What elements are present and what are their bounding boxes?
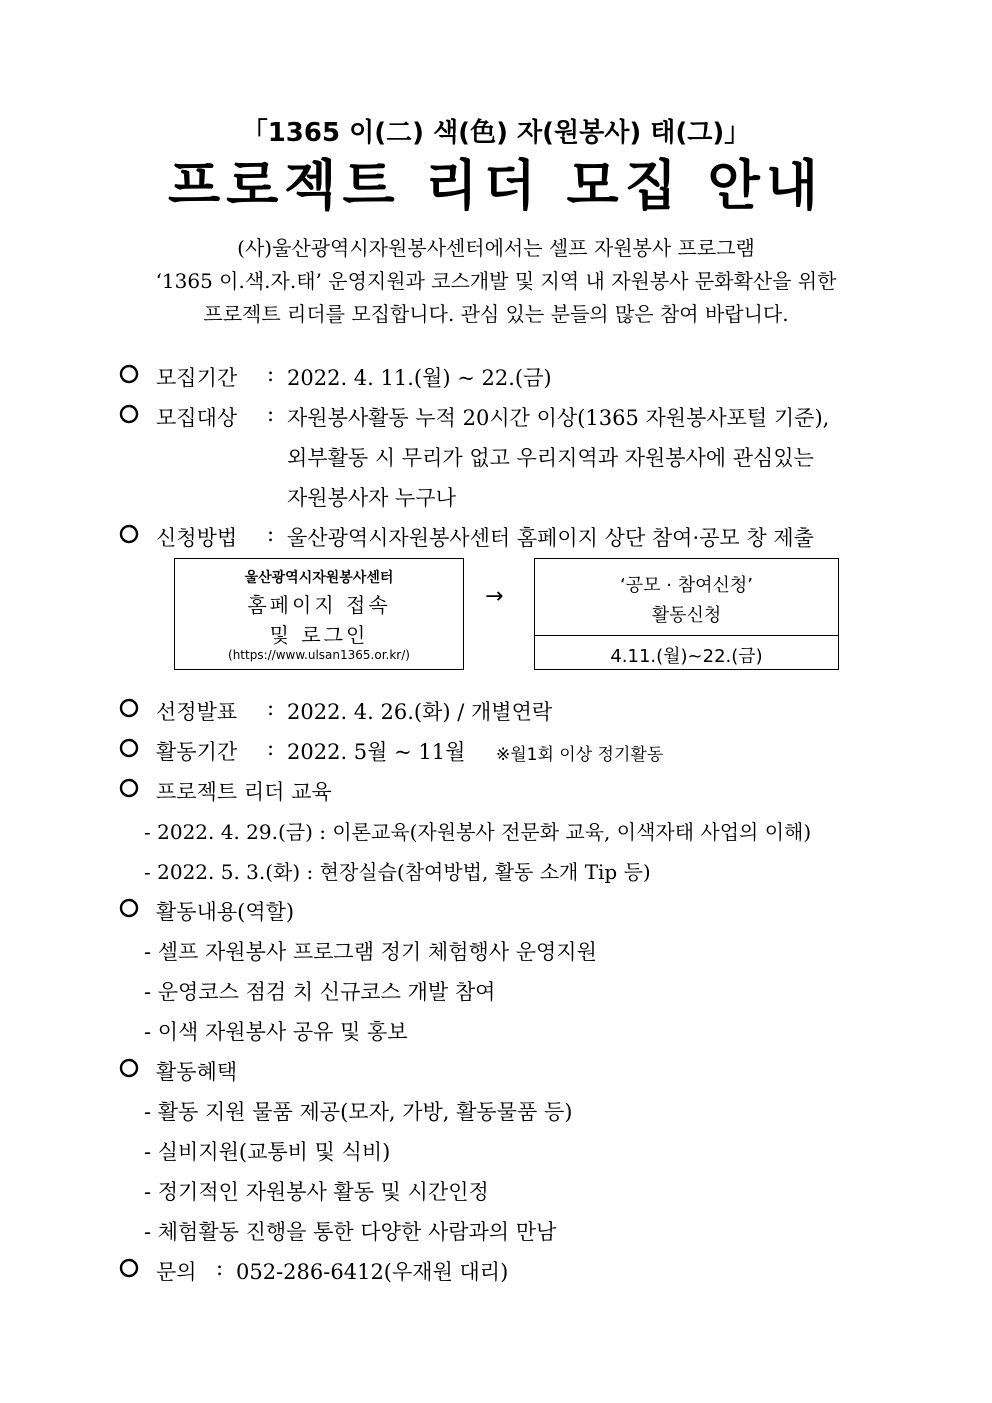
announce-value: 2022. 4. 26.(화) / 개별연락 [287, 700, 553, 724]
target-line-2: 외부활동 시 무리가 없고 우리지역과 자원봉사에 관심있는 [287, 446, 814, 470]
period-value: 2022. 4. 11.(월) ~ 22.(금) [287, 366, 552, 390]
benefits-item-2: - 실비지원(교통비 및 식비) [144, 1140, 391, 1164]
intro-line-3: 프로젝트 리더를 모집합니다. 관심 있는 분들의 많은 참여 바랍니다. [203, 302, 789, 326]
activity-period-label: 활동기간 [156, 740, 238, 764]
section-benefits [118, 1057, 140, 1084]
activity-period-sep: : [267, 736, 275, 760]
period-sep: : [267, 362, 275, 386]
step-homepage-url: (https://www.ulsan1365.or.kr/) [228, 648, 410, 662]
benefits-item-1: - 활동 지원 물품 제공(모자, 가방, 활동물품 등) [144, 1100, 573, 1124]
circle-bullet-icon [118, 737, 140, 759]
target-line-1: 자원봉사활동 누적 20시간 이상(1365 자원봉사포털 기준), [287, 406, 830, 430]
section-activity-period [118, 737, 140, 764]
page-title: 프로젝트 리더 모집 안내 [167, 154, 825, 217]
circle-bullet-icon [118, 403, 140, 425]
announce-sep: : [267, 696, 275, 720]
circle-bullet-icon [118, 897, 140, 919]
circle-bullet-icon [118, 697, 140, 719]
circle-bullet-icon [118, 1057, 140, 1079]
education-label: 프로젝트 리더 교육 [156, 780, 332, 804]
contact-sep: : [216, 1256, 224, 1280]
section-target [118, 403, 140, 430]
method-label: 신청방법 [156, 526, 238, 550]
benefits-label: 활동혜택 [156, 1060, 238, 1084]
step-homepage-line1: 홈페이지 접속 [247, 593, 391, 617]
activity-period-note: ※월1회 이상 정기활동 [496, 745, 664, 765]
target-sep: : [267, 402, 275, 426]
section-announce [118, 697, 140, 724]
circle-bullet-icon [118, 1257, 140, 1279]
contact-label: 문의 [156, 1260, 197, 1284]
role-label: 활동내용(역할) [156, 900, 295, 924]
step-box-homepage [174, 558, 464, 670]
step-apply-date: 4.11.(월)~22.(금) [610, 646, 763, 667]
target-line-3: 자원봉사자 누구나 [287, 486, 456, 510]
section-contact [118, 1257, 140, 1284]
education-item-1: - 2022. 4. 29.(금) : 이론교육(자원봉사 전문화 교육, 이색자태 사업의 이해) [144, 820, 812, 844]
period-label: 모집기간 [156, 366, 238, 390]
circle-bullet-icon [118, 363, 140, 385]
intro-line-2: ‘1365 이.색.자.태’ 운영지원과 코스개발 및 지역 내 자원봉사 문화확산을 위한 [155, 269, 837, 293]
method-sep: : [267, 522, 275, 546]
title-line1: 「1365 이(二) 색(色) 자(원봉사) 태(그)」 [241, 118, 751, 148]
target-label: 모집대상 [156, 406, 238, 430]
section-period [118, 363, 140, 387]
step-apply-line1: ‘공모 · 참여신청’ [620, 575, 753, 596]
announce-label: 선정발표 [156, 700, 238, 724]
role-item-3: - 이색 자원봉사 공유 및 홍보 [144, 1020, 408, 1044]
contact-value: 052-286-6412(우재원 대리) [236, 1260, 509, 1284]
role-item-2: - 운영코스 점검 치 신규코스 개발 참여 [144, 980, 496, 1004]
circle-bullet-icon [118, 523, 140, 545]
intro-line-1: (사)울산광역시자원봉사센터에서는 셀프 자원봉사 프로그램 [237, 236, 755, 260]
step-org-name: 울산광역시자원봉사센터 [244, 570, 394, 586]
section-method [118, 523, 140, 550]
arrow-right-icon: → [485, 584, 504, 609]
step-apply-line2: 활동신청 [651, 605, 722, 626]
step-box-apply [534, 558, 839, 670]
section-role [118, 897, 140, 924]
benefits-item-3: - 정기적인 자원봉사 활동 및 시간인정 [144, 1180, 489, 1204]
education-item-2: - 2022. 5. 3.(화) : 현장실습(참여방법, 활동 소개 Tip 등) [144, 860, 651, 884]
role-item-1: - 셀프 자원봉사 프로그램 정기 체험행사 운영지원 [144, 940, 597, 964]
circle-bullet-icon [118, 777, 140, 799]
step-homepage-line2: 및 로그인 [269, 623, 369, 647]
activity-period-value: 2022. 5월 ~ 11월 [287, 740, 466, 764]
section-education [118, 777, 140, 804]
step-box-divider [535, 635, 838, 636]
method-value: 울산광역시자원봉사센터 홈페이지 상단 참여·공모 창 제출 [287, 526, 814, 550]
benefits-item-4: - 체험활동 진행을 통한 다양한 사람과의 만남 [144, 1220, 557, 1244]
